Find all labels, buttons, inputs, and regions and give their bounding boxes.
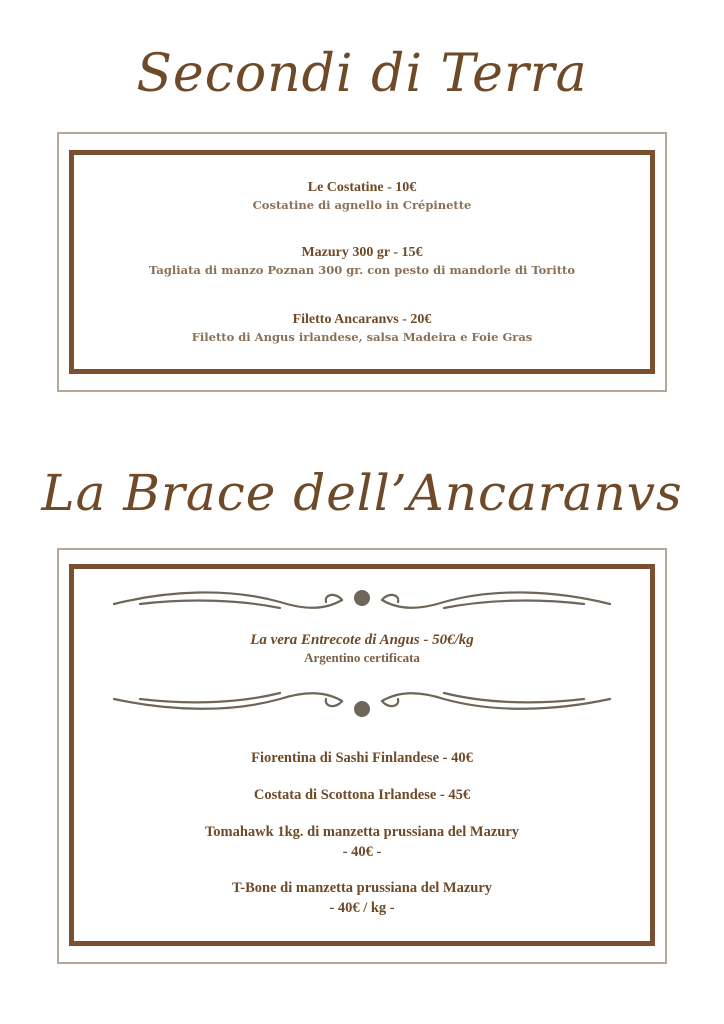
dish-description: Tagliata di manzo Poznan 300 gr. con pesto di mandorle di Toritto	[148, 263, 576, 277]
flourish-ornament-icon	[110, 580, 614, 620]
dish-price: - 40€ -	[342, 844, 382, 860]
featured-dish	[69, 632, 655, 666]
menu-item	[69, 245, 655, 277]
dish-name: Filetto Ancaranvs - 20€	[292, 312, 432, 327]
section-title-brace: La Brace dell’Ancaranvs	[41, 464, 683, 522]
dish-name: Mazury 300 gr - 15€	[301, 245, 423, 260]
dish-name: Costata di Scottona Irlandese - 45€	[253, 787, 471, 803]
menu-item	[69, 785, 655, 805]
flourish-ornament-icon	[110, 681, 614, 721]
featured-dish-subtitle: Argentino certificata	[304, 650, 420, 665]
menu-item	[69, 312, 655, 344]
dish-name: Tomahawk 1kg. di manzetta prussiana del Mazury	[204, 824, 520, 840]
section-title-secondi: Secondi di Terra	[136, 44, 588, 104]
dish-price: - 40€ / kg -	[329, 900, 395, 916]
menu-item	[69, 878, 655, 918]
dish-name: Fiorentina di Sashi Finlandese - 40€	[251, 750, 473, 766]
dish-name: Le Costatine - 10€	[307, 180, 417, 195]
dish-name: T-Bone di manzetta prussiana del Mazury	[231, 880, 493, 896]
menu-item	[69, 180, 655, 212]
menu-item	[69, 822, 655, 862]
menu-item	[69, 748, 655, 768]
featured-dish-name: La vera Entrecote di Angus - 50€/kg	[250, 632, 474, 648]
dish-description: Filetto di Angus irlandese, salsa Madeira e Foie Gras	[191, 330, 533, 344]
dish-description: Costatine di agnello in Crépinette	[252, 198, 472, 212]
